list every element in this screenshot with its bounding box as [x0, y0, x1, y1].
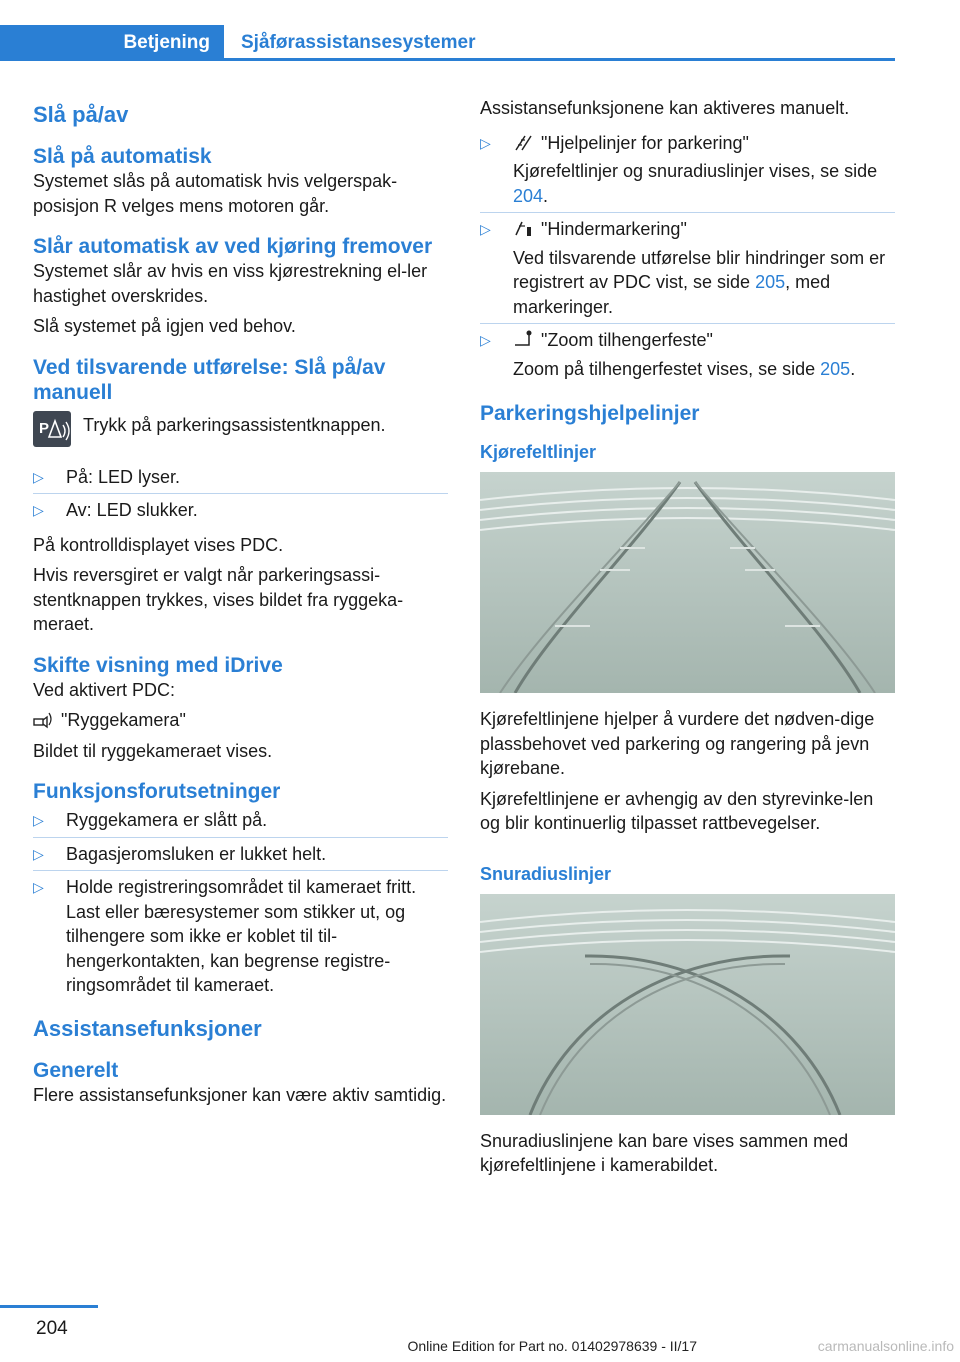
heading-slaar-av: Slår automatisk av ved kjøring fremover: [33, 235, 433, 258]
rear-camera-icon: [33, 709, 55, 729]
triangle-right-icon: ▷: [33, 879, 44, 895]
page-link-205[interactable]: 205: [755, 272, 786, 292]
paragraph-several-functions: Flere assistansefunksjoner kan være aktiv samtidig.: [33, 1084, 447, 1105]
page-number: 204: [36, 1318, 68, 1339]
requirements-list: [33, 804, 448, 1002]
heading-skifte-visning: Skifte visning med iDrive: [33, 653, 283, 677]
zoom-trailer-hitch-icon: [513, 329, 535, 349]
parking-guide-lines-icon: [513, 132, 535, 152]
triangle-right-icon: ▷: [480, 134, 491, 151]
paragraph-reverse: Hvis reversgiret er valgt når parkeringsassi-stentknappen trykkes, vises bildet fra ryggeka-meraet.: [33, 565, 404, 634]
led-list: [33, 461, 448, 527]
triangle-right-icon: ▷: [480, 332, 491, 348]
page-header: [0, 25, 895, 61]
heading-assistansefunksjoner: Assistansefunksjoner: [33, 1015, 262, 1041]
heading-manuell: Ved tilsvarende utførelse: Slå på/av manuell: [33, 355, 386, 404]
heading-funksjonsforutsetninger: Funksjonsforutsetninger: [33, 780, 281, 803]
parking-assist-button-icon: [33, 411, 71, 447]
paragraph-pdc-active: Ved aktivert PDC:: [33, 679, 176, 700]
paragraph-lane-lines-2: Kjørefeltlinjene er avhengig av den styrevinke-len og blir kontinuerlig tilpasset rattbevegelser.: [480, 788, 874, 833]
turning-radius-figure: [480, 894, 895, 1115]
paragraph-auto-on: Systemet slås på automatisk hvis velgerspak-posisjon R velges mens motoren går.: [33, 171, 398, 216]
left-column: [33, 96, 448, 1113]
assist-functions-list: [480, 127, 895, 386]
svg-text:P: P: [39, 419, 50, 437]
obstacle-marking-icon: [513, 218, 535, 238]
page-link-204[interactable]: 204: [513, 185, 544, 206]
list-item: ▷ Bagasjeromsluken er lukket helt.: [33, 838, 448, 872]
triangle-right-icon: ▷: [33, 812, 44, 828]
press-button-text: Trykk på parkeringsassistentknappen.: [83, 414, 386, 435]
paragraph-turn-on-again: Slå systemet på igjen ved behov.: [33, 316, 296, 336]
triangle-right-icon: ▷: [480, 221, 491, 237]
list-item: ▷ Holde registreringsområdet til kameraet fritt. Last eller bæresystemer som stikker ut, og tilhengere som ikke er koblet til til-hengerkontakten, kan begrense registre-ringsområdet til kameraet.: [33, 877, 417, 995]
paragraph-camera-shown: Bildet til ryggekameraet vises.: [33, 740, 273, 761]
camera-menu-label: "Ryggekamera": [61, 710, 186, 730]
heading-slaa-paa-automatisk: Slå på automatisk: [33, 145, 212, 168]
list-item: ▷ Ryggekamera er slått på.: [33, 804, 448, 838]
header-rule: [0, 58, 895, 61]
press-button-line: [33, 411, 448, 447]
paragraph-lane-lines-1: Kjørefeltlinjene hjelper å vurdere det nødven-dige plassbehovet ved parkering og rangering på jevn kjørebane.: [480, 709, 875, 778]
footer-rule: [0, 1305, 98, 1308]
camera-menu-line: [33, 708, 448, 733]
paragraph-turning-radius: Snuradiuslinjene kan bare vises sammen med kjørefeltlinjene i kamerabildet.: [480, 1130, 849, 1175]
watermark: carmanualsonline.info: [817, 1338, 954, 1354]
heading-parkeringshjelpelinjer: Parkeringshjelpelinjer: [480, 402, 700, 425]
heading-snuradiuslinjer: Snuradiuslinjer: [480, 863, 612, 884]
right-column: [480, 96, 895, 1184]
header-tab-chapter: Betjening: [0, 25, 224, 61]
list-item: ▷ "Hjelpelinjer for parkering" Kjørefeltlinjer og snuradiuslinjer vises, se side 204.: [480, 127, 895, 214]
header-tab-section: Sjåførassistansesystemer: [241, 32, 476, 53]
triangle-right-icon: ▷: [33, 468, 44, 485]
edition-text: Online Edition for Part no. 01402978639 - II/17: [407, 1338, 697, 1354]
paragraph-auto-off: Systemet slår av hvis en viss kjørestrekning el-ler hastighet overskrides.: [33, 261, 428, 306]
list-item: ▷ "Zoom tilhengerfeste" Zoom på tilhengerfestet vises, se side 205.: [480, 330, 856, 379]
triangle-right-icon: ▷: [33, 845, 44, 862]
list-item: ▷ På: LED lyser.: [33, 461, 448, 495]
list-item: ▷ Av: LED slukker.: [33, 494, 448, 527]
heading-slaa-paa-av: Slå på/av: [33, 102, 129, 127]
list-item: ▷ "Hindermarkering" Ved tilsvarende utførelse blir hindringer som er registrert av PDC vist, se side 205, med markeringer.: [480, 213, 895, 324]
lane-lines-figure: [480, 472, 895, 693]
paragraph-control-display: På kontrolldisplayet vises PDC.: [33, 534, 284, 555]
paragraph-assist-intro: Assistansefunksjonene kan aktiveres manuelt.: [480, 98, 850, 118]
page-link-205[interactable]: 205: [820, 358, 851, 379]
triangle-right-icon: ▷: [33, 502, 44, 518]
heading-generelt: Generelt: [33, 1058, 119, 1082]
heading-kjorefeltlinjer: Kjørefeltlinjer: [480, 442, 597, 462]
